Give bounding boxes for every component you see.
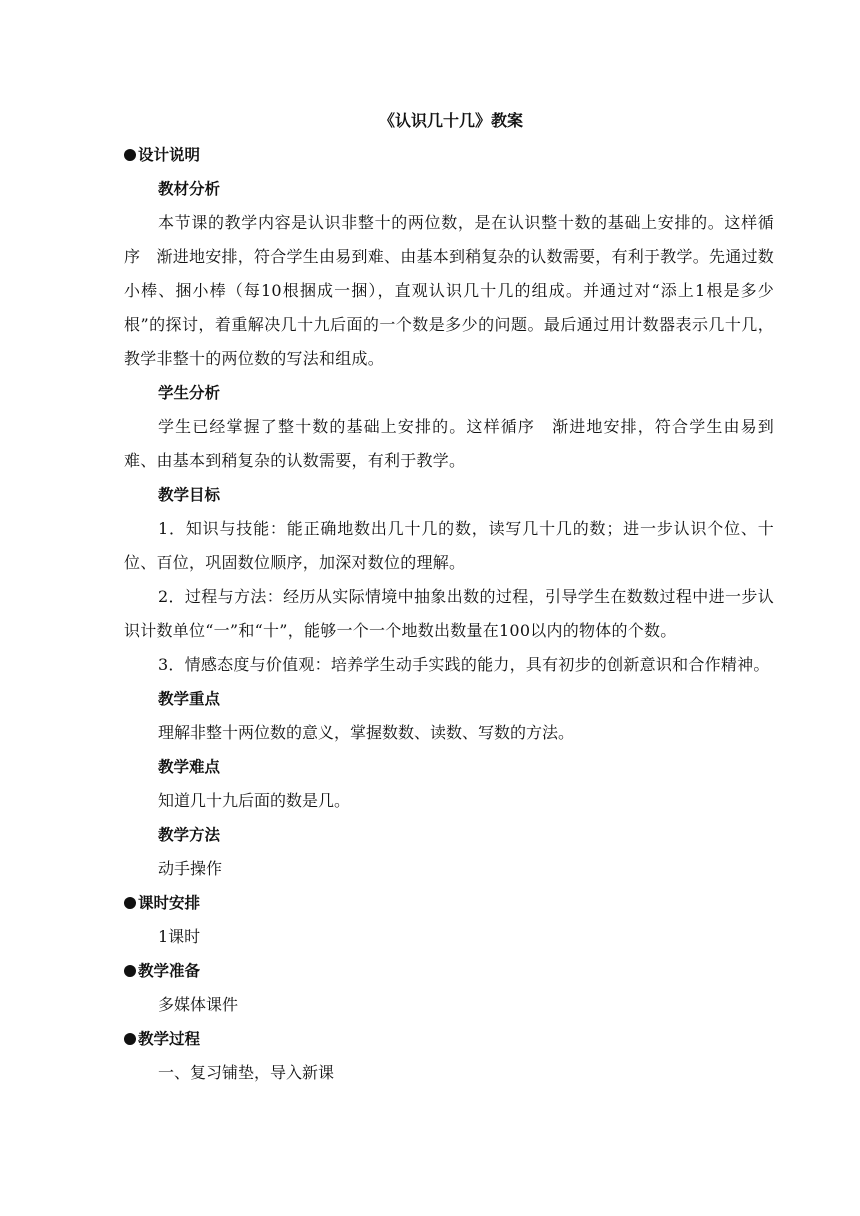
text-key-points: 理解非整十两位数的意义，掌握数数、读数、写数的方法。	[158, 723, 575, 742]
subheading-student: 学生分析	[158, 384, 221, 402]
subheading-key-points: 教学重点	[158, 690, 221, 708]
text-difficulties: 知道几十九后面的数是几。	[158, 791, 351, 810]
paragraph-material: 本节课的教学内容是认识非整十的两位数，是在认识整十数的基础上安排的。这样循序 渐进地安排，符合学生由易到难、由基本到稍复杂的认数需要，有利于教学。先通过数小棒、捆小棒（每10根捆成一捆），直观认识几十几的组成。并通过对“添上1根是多少根”的探讨，着重解决几十九后面的一个数是多少的问题。最后通过用计数器表示几十几，教学非整十的两位数的写法和组成。	[124, 213, 775, 368]
subheading-goals: 教学目标	[158, 486, 221, 504]
text-process-step-1: 一、复习铺垫，导入新课	[158, 1063, 335, 1082]
section-heading-process	[124, 1022, 774, 1056]
bullet-icon	[124, 149, 136, 161]
paragraph-student: 学生已经掌握了整十数的基础上安排的。这样循序 渐进地安排，符合学生由易到难、由基本到稍复杂的认数需要，有利于教学。	[124, 417, 774, 470]
text-method: 动手操作	[158, 859, 223, 878]
subheading-difficulties: 教学难点	[158, 758, 221, 776]
text-schedule: 1课时	[158, 927, 201, 946]
document-body	[124, 104, 774, 1090]
section-heading-process-label: 教学过程	[138, 1030, 201, 1048]
goal-item-3: 3．情感态度与价值观：培养学生动手实践的能力，具有初步的创新意识和合作精神。	[158, 655, 770, 674]
goal-item-2: 2．过程与方法：经历从实际情境中抽象出数的过程，引导学生在数数过程中进一步认识计数单位“一”和“十”，能够一个一个地数出数量在100以内的物体的个数。	[124, 587, 774, 640]
section-heading-prepare-label: 教学准备	[138, 962, 201, 980]
subheading-method: 教学方法	[158, 826, 221, 844]
document-title: 《认识几十几》教案	[378, 111, 523, 130]
section-heading-schedule	[124, 886, 774, 920]
section-heading-prepare	[124, 954, 774, 988]
section-heading-design-label: 设计说明	[138, 146, 201, 164]
section-heading-design	[124, 138, 774, 172]
section-heading-schedule-label: 课时安排	[138, 894, 201, 912]
goal-item-1: 1．知识与技能：能正确地数出几十几的数，读写几十几的数；进一步认识个位、十位、百位，巩固数位顺序，加深对数位的理解。	[124, 519, 774, 572]
bullet-icon	[124, 1033, 136, 1045]
text-prepare: 多媒体课件	[158, 995, 239, 1014]
bullet-icon	[124, 965, 136, 977]
subheading-material: 教材分析	[158, 180, 221, 198]
bullet-icon	[124, 897, 136, 909]
